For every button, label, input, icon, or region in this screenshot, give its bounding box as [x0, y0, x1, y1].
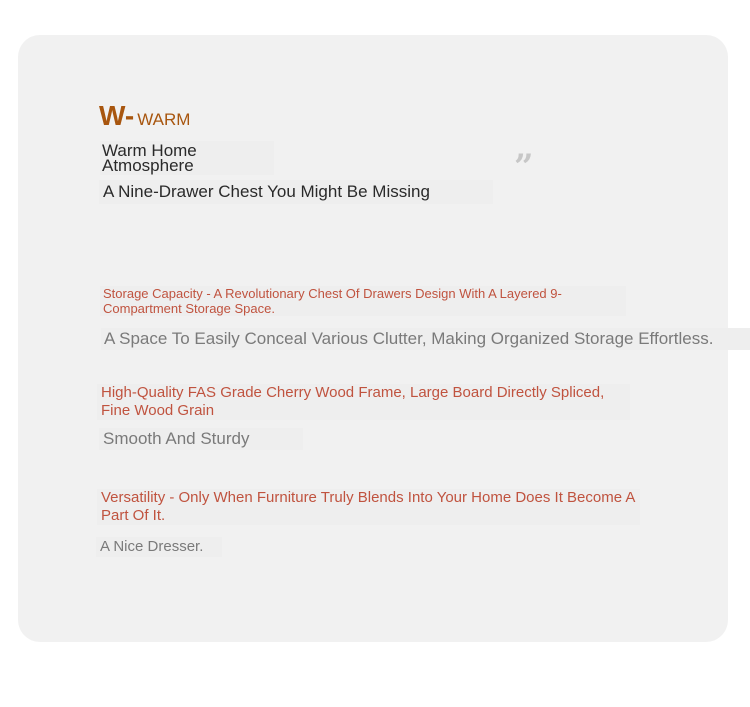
atmosphere-tag-line-1: Warm Home	[102, 141, 197, 160]
brand-heading	[99, 100, 190, 132]
feature-wood-text: Smooth And Sturdy	[99, 428, 303, 450]
feature-versatility-text: A Nice Dresser.	[96, 537, 222, 557]
feature-versatility-title: Versatility - Only When Furniture Truly Blends Into Your Home Does It Become A Part Of It.	[97, 489, 640, 525]
atmosphere-tag	[100, 141, 274, 175]
product-heading: A Nine-Drawer Chest You Might Be Missing	[99, 180, 493, 204]
atmosphere-tag-line-2: Atmosphere	[102, 156, 194, 175]
brand-letter: W-	[99, 100, 135, 131]
feature-storage-title: Storage Capacity - A Revolutionary Chest Of Drawers Design With A Layered 9-Compartment Storage Space.	[100, 286, 626, 316]
quote-icon: ”	[514, 147, 534, 187]
feature-storage-text: A Space To Easily Conceal Various Clutter, Making Organized Storage Effortless.	[101, 328, 750, 350]
feature-wood-title: High-Quality FAS Grade Cherry Wood Frame, Large Board Directly Spliced, Fine Wood Grain	[97, 384, 630, 420]
brand-word: WARM	[137, 110, 191, 129]
